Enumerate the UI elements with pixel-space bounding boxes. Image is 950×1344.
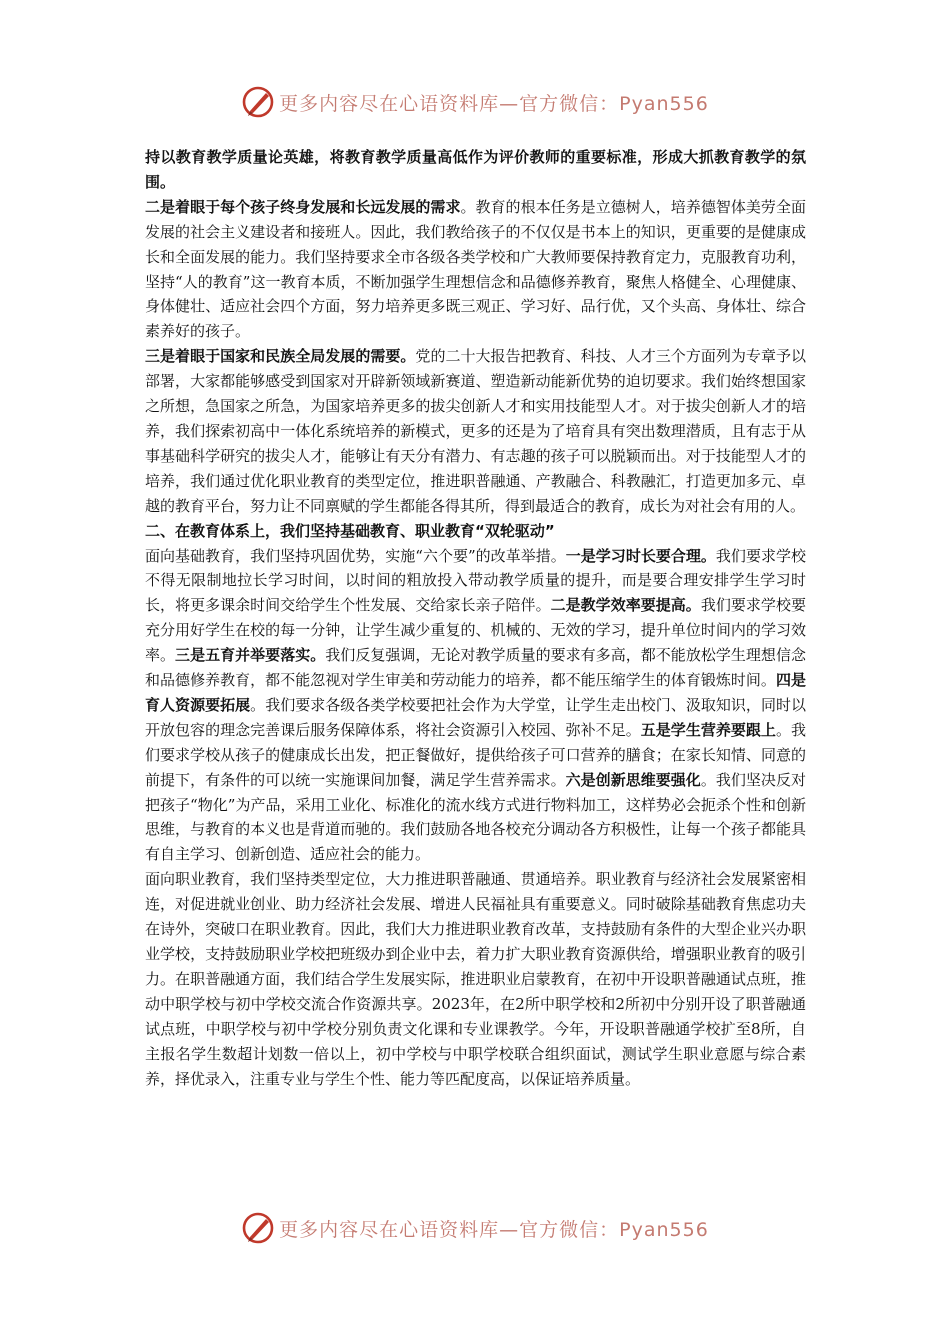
paragraph (145, 344, 806, 518)
paragraph-text: 。我们要求各级各类学校要把社会作为大学堂，让学生走出校门、汲取知识，同时以开放包容的理念完善课后服务保障体系，将社会资源引入校园、弥补不足。 (145, 695, 806, 739)
section-heading (145, 519, 806, 544)
bold-lead: 三是着眼于国家和民族全局发展的需要。 (145, 347, 416, 366)
paragraph-text: 持以教育教学质量论英雄，将教育教学质量高低作为评价教师的重要标准，形成大抓教育教学的氛围。 (145, 148, 806, 191)
paragraph (145, 544, 806, 868)
bold-lead: 三是五育并举要落实。 (175, 646, 326, 665)
footer-watermark (0, 1208, 950, 1248)
pen-circle-logo-icon (241, 85, 275, 119)
paragraph-text: 我们要求学校要充分用好学生在校的每一分钟，让学生减少重复的、机械的、无效的学习，提升单位时间内的学习效率。 (145, 596, 806, 665)
bold-lead: 二是着眼于每个孩子终身发展和长远发展的需求 (145, 197, 461, 216)
paragraph-text: 我们反复强调，无论对教学质量的要求有多高，都不能放松学生理想信念和品德修养教育，都不能忽视对学生审美和劳动能力的培养，都不能压缩学生的体育锻炼时间。 (145, 646, 806, 690)
document-body (145, 145, 806, 1091)
bold-lead: 四是育人资源要拓展 (145, 671, 806, 714)
watermark-text: 更多内容尽在心语资料库—官方微信：Pyan556 (279, 92, 709, 115)
paragraph-text: 党的二十大报告把教育、科技、人才三个方面列为专章予以部署，大家都能够感受到国家对开辟新领域新赛道、塑造新动能新优势的迫切要求。我们始终想国家之所想，急国家之所急，为国家培养更多的拔尖创新人才和实用技能型人才。对于拔尖创新人才的培养，我们探索初高中一体化系统培养的新模式，更多的还是为了培育具有突出数理潜质，且有志于从事基础科学研究的拔尖人才，能够让有天分有潜力、有志趣的孩子可以脱颖而出。对于技能型人才的培养，我们通过优化职业教育的类型定位，推进职普融通、产教融合、科教融汇，打造更加多元、卓越的教育平台，努力让不同禀赋的学生都能各得其所，得到最适合的教育，成长为对社会有用的人。 (145, 347, 806, 515)
paragraph-text: 。我们坚决反对把孩子“物化”为产品，采用工业化、标准化的流水线方式进行物料加工，这样势必会扼杀个性和创新思维，与教育的本义也是背道而驰的。我们鼓励各地各校充分调动各方积极性，让每一个孩子都能具有自主学习、创新创造、适应社会的能力。 (145, 770, 806, 864)
watermark-text: 更多内容尽在心语资料库—官方微信：Pyan556 (279, 1218, 709, 1241)
header-watermark (0, 82, 950, 122)
paragraph-text: 面向职业教育，我们坚持类型定位，大力推进职普融通、贯通培养。职业教育与经济社会发展紧密相连，对促进就业创业、助力经济社会发展、增进人民福祉具有重要意义。同时破除基础教育焦虑功夫在诗外，突破口在职业教育。因此，我们大力推进职业教育改革，支持鼓励有条件的大型企业兴办职业学校，支持鼓励职业学校把班级办到企业中去，着力扩大职业教育资源供给，增强职业教育的吸引力。在职普融通方面，我们结合学生发展实际，推进职业启蒙教育，在初中开设职普融通试点班，推动中职学校与初中学校交流合作资源共享。2023年，在2所中职学校和2所初中分别开设了职普融通试点班，中职学校与初中学校分别负责文化课和专业课教学。今年，开设职普融通学校扩至8所，自主报名学生数超计划数一倍以上，初中学校与中职学校联合组织面试，测试学生职业意愿与综合素养，择优录入，注重专业与学生个性、能力等匹配度高，以保证培养质量。 (145, 870, 806, 1088)
bold-lead: 六是创新思维要强化 (565, 770, 701, 789)
heading-text: 二、在教育体系上，我们坚持基础教育、职业教育“双轮驱动” (145, 521, 555, 540)
bold-lead: 一是学习时长要合理。 (565, 546, 716, 565)
bold-lead: 五是学生营养要跟上 (640, 720, 776, 739)
paragraph-text: 面向基础教育，我们坚持巩固优势，实施“六个要”的改革举措。 (145, 546, 566, 565)
paragraph-text: 我们要求学校不得无限制地拉长学习时间，以时间的粗放投入带动教学质量的提升，而是要合理安排学生学习时长，将更多课余时间交给学生个性发展、交给家长亲子陪伴。 (145, 546, 806, 615)
paragraph-text: 。教育的根本任务是立德树人，培养德智体美劳全面发展的社会主义建设者和接班人。因此，我们教给孩子的不仅仅是书本上的知识，更重要的是健康成长和全面发展的能力。我们坚持要求全市各级各类学校和广大教师要保持教育定力，克服教育功利，坚持“人的教育”这一教育本质，不断加强学生理想信念和品德修养教育，聚焦人格健全、心理健康、身体健壮、适应社会四个方面，努力培养更多既三观正、学习好、品行优，又个头高、身体壮、综合素养好的孩子。 (145, 197, 806, 341)
paragraph-text: 。我们要求学校从孩子的健康成长出发，把正餐做好，提供给孩子可口营养的膳食；在家长知情、同意的前提下，有条件的可以统一实施课间加餐，满足学生营养需求。 (145, 720, 806, 789)
bold-lead: 二是教学效率要提高。 (550, 596, 701, 615)
paragraph (145, 867, 806, 1091)
paragraph (145, 195, 806, 344)
paragraph (145, 145, 806, 195)
pen-circle-logo-icon (241, 1211, 275, 1245)
